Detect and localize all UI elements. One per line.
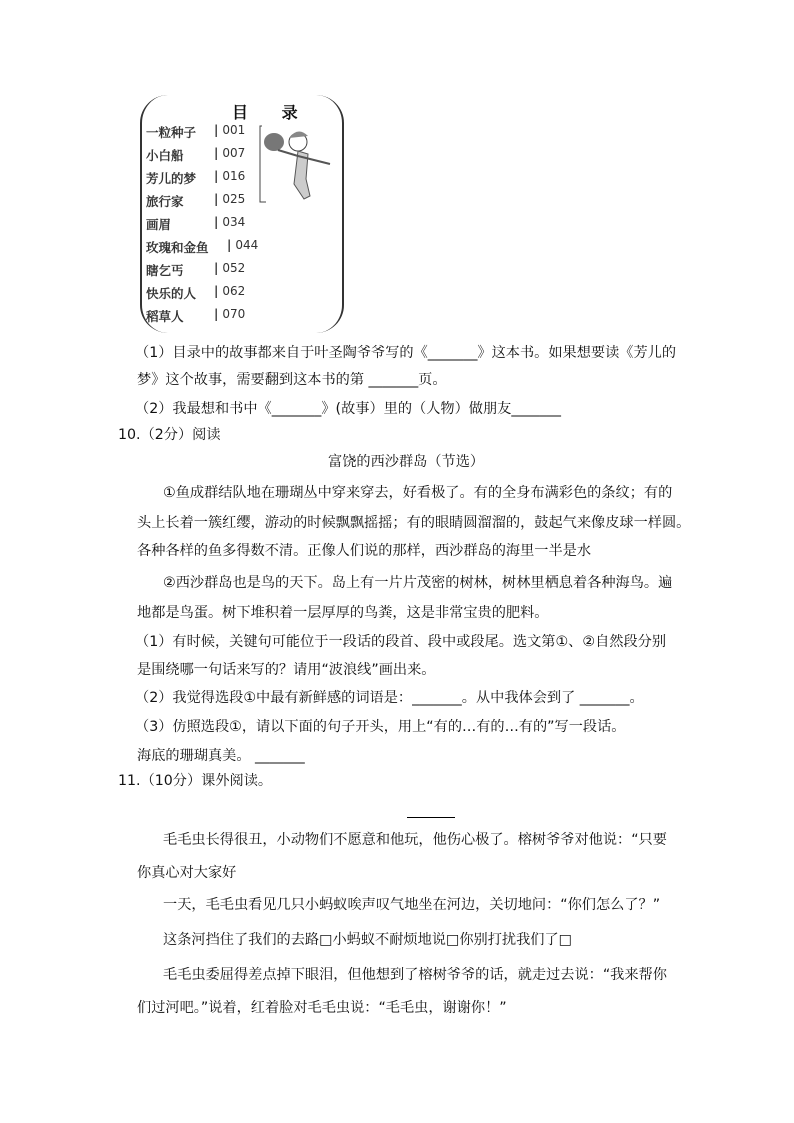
toc-item-title: 玫瑰和金鱼: [146, 240, 209, 255]
q10-heading: 10.（2分）阅读: [118, 427, 221, 443]
passage-p2-line2: 地都是鸟蛋。树下堆积着一层厚厚的鸟粪，这是非常宝贵的肥料。: [137, 605, 549, 621]
toc-item-title: 瞎乞丐: [146, 263, 184, 278]
toc-item-page: | 007: [214, 146, 245, 160]
toc-item-page: | 044: [227, 238, 258, 252]
passage-p1-line1: ①鱼成群结队地在珊瑚丛中穿来穿去，好看极了。有的全身布满彩色的条纹；有的: [163, 485, 673, 501]
toc-item-page: | 062: [214, 284, 245, 298]
scarecrow-illustration-icon: [258, 124, 338, 204]
q10-sub1-line2: 是围绕哪一句话来写的？请用“波浪线”画出来。: [137, 662, 436, 678]
q10-sub1-line1: （1）有时候，关键句可能位于一段话的段首、段中或段尾。选文第①、②自然段分别: [135, 634, 667, 650]
toc-item-title: 芳儿的梦: [146, 171, 197, 186]
toc-item-page: | 052: [214, 261, 245, 275]
toc-item-page: | 016: [214, 169, 245, 183]
title-blank: [407, 817, 455, 818]
q9-sub2: （2）我最想和书中《_______》(故事）里的（人物）做朋友_______: [135, 401, 562, 417]
toc-title: 目 录: [232, 103, 312, 122]
toc-item-title: 稻草人: [146, 309, 184, 324]
toc-item-page: | 025: [214, 192, 245, 206]
story-p2: 一天，毛毛虫看见几只小蚂蚁唉声叹气地坐在河边，关切地问：“你们怎么了？”: [163, 897, 661, 913]
story-p4-line2: 们过河吧。”说着，红着脸对毛毛虫说：“毛毛虫，谢谢你！”: [137, 1000, 507, 1016]
q10-sub2: （2）我觉得选段①中最有新鲜感的词语是：_______。从中我体会到了 _______。: [135, 690, 644, 706]
passage-p1-line3: 各种各样的鱼多得数不清。正像人们说的那样，西沙群岛的海里一半是水: [137, 543, 592, 559]
story-p1-line2: 你真心对大家好: [137, 865, 237, 881]
q11-heading: 11.（10分）课外阅读。: [118, 773, 273, 789]
passage-title: 富饶的西沙群岛（节选）: [328, 454, 485, 470]
q10-sub3: （3）仿照选段①，请以下面的句子开头，用上“有的…有的…有的”写一段话。: [135, 719, 626, 735]
q9-sub1-line1: （1）目录中的故事都来自于叶圣陶爷爷写的《_______》这本书。如果想要读《芳儿的: [135, 345, 677, 361]
story-p3: 这条河挡住了我们的去路□小蚂蚁不耐烦地说□你别打扰我们了□: [163, 932, 573, 948]
toc-item-title: 旅行家: [146, 194, 184, 209]
toc-item-title: 一粒种子: [146, 125, 197, 140]
toc-item-title: 画眉: [146, 217, 172, 232]
toc-item-page: | 001: [214, 123, 245, 137]
toc-item-page: | 070: [214, 307, 245, 321]
toc-item-title: 快乐的人: [146, 286, 197, 301]
toc-item-title: 小白船: [146, 148, 184, 163]
q9-sub1-line2: 梦》这个故事，需要翻到这本书的第 _______页。: [137, 372, 447, 388]
q10-sub3-answer-line: 海底的珊瑚真美。 _______: [137, 748, 305, 764]
passage-p2-line1: ②西沙群岛也是鸟的天下。岛上有一片片茂密的树林，树林里栖息着各种海鸟。遍: [163, 575, 673, 591]
passage-p1-line2: 头上长着一簇红缨，游动的时候飘飘摇摇；有的眼睛圆溜溜的，鼓起气来像皮球一样圆。: [137, 515, 691, 531]
story-p1-line1: 毛毛虫长得很丑，小动物们不愿意和他玩，他伤心极了。榕树爷爷对他说：“只要: [163, 832, 667, 848]
story-p4-line1: 毛毛虫委屈得差点掉下眼泪，但他想到了榕树爷爷的话，就走过去说：“我来帮你: [163, 967, 667, 983]
toc-item-page: | 034: [214, 215, 245, 229]
